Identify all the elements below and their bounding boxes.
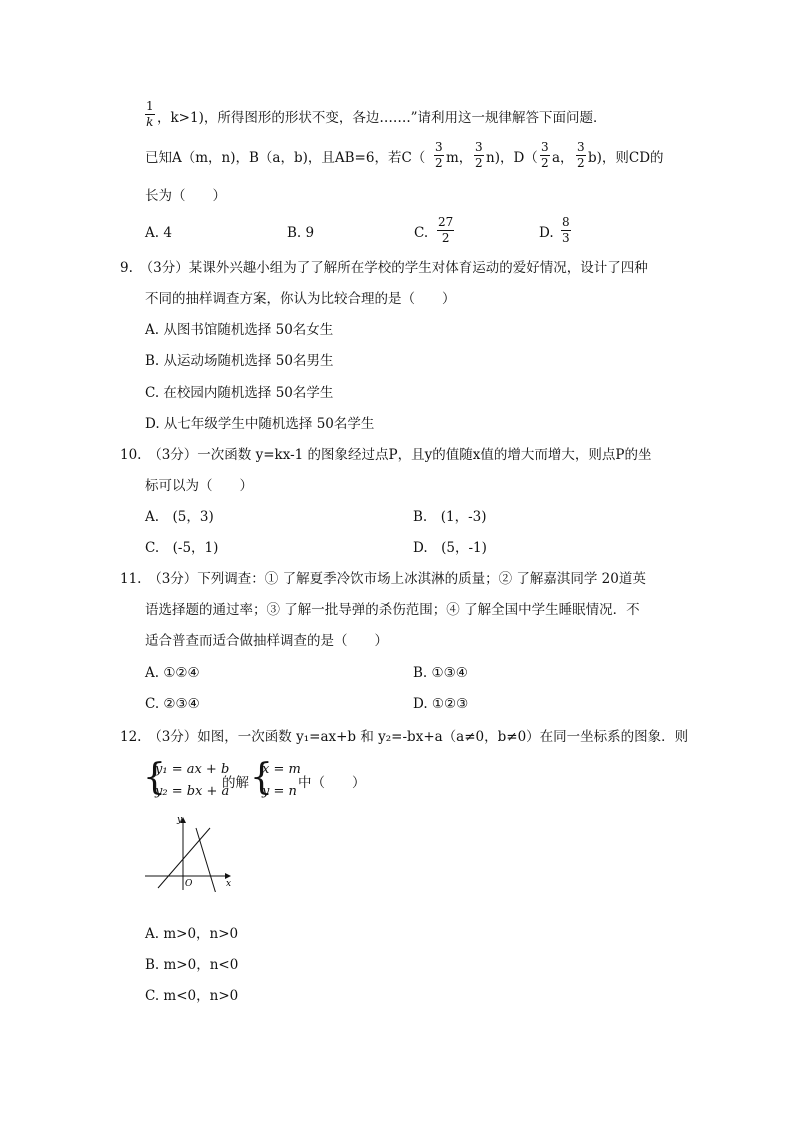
fraction-27-over-2 bbox=[437, 216, 454, 245]
frac-den: 2 bbox=[475, 156, 483, 170]
q11-line1: 11. （3分）下列调查：① 了解夏季冷饮市场上冰淇淋的质量；② 了解嘉淇同学 20道英 bbox=[120, 571, 646, 587]
system1-row2: y₂ = bx + a bbox=[155, 784, 230, 799]
left-brace: { bbox=[250, 757, 273, 798]
frac-num: 1 bbox=[146, 99, 154, 113]
q11-option-a: A. ①②④ bbox=[145, 665, 200, 681]
q8-line2-d: a， bbox=[552, 150, 574, 166]
q11-line2: 语选择题的通过率；③ 了解一批导弹的杀伤范围；④ 了解全国中学生睡眠情况．不 bbox=[145, 602, 640, 618]
q8-line2-e: b)，则CD的 bbox=[588, 150, 664, 166]
q8-line2-b: m， bbox=[446, 150, 473, 166]
fraction-3-over-2-b bbox=[474, 141, 484, 170]
q8-option-c-label: C. bbox=[414, 225, 429, 241]
linear-functions-graph bbox=[140, 812, 240, 892]
q11-option-c: C. ②③④ bbox=[145, 696, 200, 712]
fraction-1-over-k bbox=[145, 100, 155, 129]
frac-num: 3 bbox=[435, 140, 443, 154]
fraction-3-over-2-a bbox=[434, 141, 444, 170]
x-axis-label: x bbox=[226, 879, 232, 889]
q9-option-d: D. 从七年级学生中随机选择 50名学生 bbox=[145, 416, 375, 432]
q8-line2-a: 已知A（m，n)，B（a，b)，且AB=6，若C（ bbox=[145, 150, 426, 166]
system2-row2: y = n bbox=[262, 784, 297, 799]
q11-option-d: D. ①②③ bbox=[413, 696, 469, 712]
q10-option-d: D. (5，-1) bbox=[413, 540, 487, 556]
q8-line3: 长为（ ） bbox=[145, 188, 226, 204]
q12-line1: 12. （3分）如图，一次函数 y₁=ax+b 和 y₂=-bx+a（a≠0，b≠0）在同一坐标系的图象．则 bbox=[120, 729, 689, 745]
q10-option-a: A. (5，3) bbox=[145, 509, 214, 525]
fraction-8-over-3 bbox=[561, 216, 571, 245]
line-y1 bbox=[158, 828, 210, 888]
q10-line2: 标可以为（ ） bbox=[145, 478, 253, 494]
q11-option-b: B. ①③④ bbox=[413, 665, 468, 681]
frac-num: 3 bbox=[541, 140, 549, 154]
line-y2 bbox=[196, 828, 216, 892]
frac-den: 2 bbox=[435, 156, 443, 170]
frac-num: 3 bbox=[475, 140, 483, 154]
q11-line3: 适合普查而适合做抽样调查的是（ ） bbox=[145, 633, 388, 649]
frac-den: 2 bbox=[441, 231, 450, 245]
q10-line1: 10. （3分）一次函数 y=kx-1 的图象经过点P，且y的值随x值的增大而增大，则点P的坐 bbox=[120, 447, 652, 463]
frac-den: 2 bbox=[541, 156, 549, 170]
q9-line1: 9. （3分）某课外兴趣小组为了了解所在学校的学生对体育运动的爱好情况，设计了四种 bbox=[120, 260, 648, 276]
frac-den: k bbox=[146, 115, 154, 129]
q9-option-a: A. 从图书馆随机选择 50名女生 bbox=[145, 322, 334, 338]
zhong-text: 中（ ） bbox=[298, 775, 366, 791]
de-jie-text: 的解 bbox=[222, 775, 249, 791]
q10-option-b: B. (1，-3) bbox=[413, 509, 487, 525]
q12-option-a: A. m>0，n>0 bbox=[145, 926, 239, 942]
y-axis-label: y bbox=[177, 815, 183, 825]
q8-option-d-label: D. bbox=[539, 225, 554, 241]
q8-option-a: A. 4 bbox=[145, 225, 172, 241]
q9-option-c: C. 在校园内随机选择 50名学生 bbox=[145, 385, 334, 401]
q9-option-b: B. 从运动场随机选择 50名男生 bbox=[145, 353, 334, 369]
system2-row1: x = m bbox=[262, 762, 301, 777]
q8-line2-c: n)，D（ bbox=[486, 150, 538, 166]
frac-den: 3 bbox=[562, 231, 570, 245]
left-brace: { bbox=[143, 757, 166, 798]
frac-num: 8 bbox=[562, 215, 570, 229]
q10-option-c: C. (-5，1) bbox=[145, 540, 219, 556]
q8-line1: ，k>1)，所得图形的形状不变，各边…….”请利用这一规律解答下面问题． bbox=[157, 110, 607, 126]
fraction-3-over-2-c bbox=[540, 141, 550, 170]
system1-row1: y₁ = ax + b bbox=[155, 762, 230, 777]
fraction-3-over-2-d bbox=[576, 141, 586, 170]
q9-line2: 不同的抽样调查方案，你认为比较合理的是（ ） bbox=[145, 291, 456, 307]
frac-num: 27 bbox=[438, 215, 454, 229]
frac-num: 3 bbox=[577, 140, 585, 154]
q8-option-b: B. 9 bbox=[287, 225, 315, 241]
frac-den: 2 bbox=[577, 156, 585, 170]
q12-option-c: C. m<0，n>0 bbox=[145, 988, 239, 1004]
origin-label: O bbox=[185, 879, 193, 889]
q12-option-b: B. m>0，n<0 bbox=[145, 957, 239, 973]
